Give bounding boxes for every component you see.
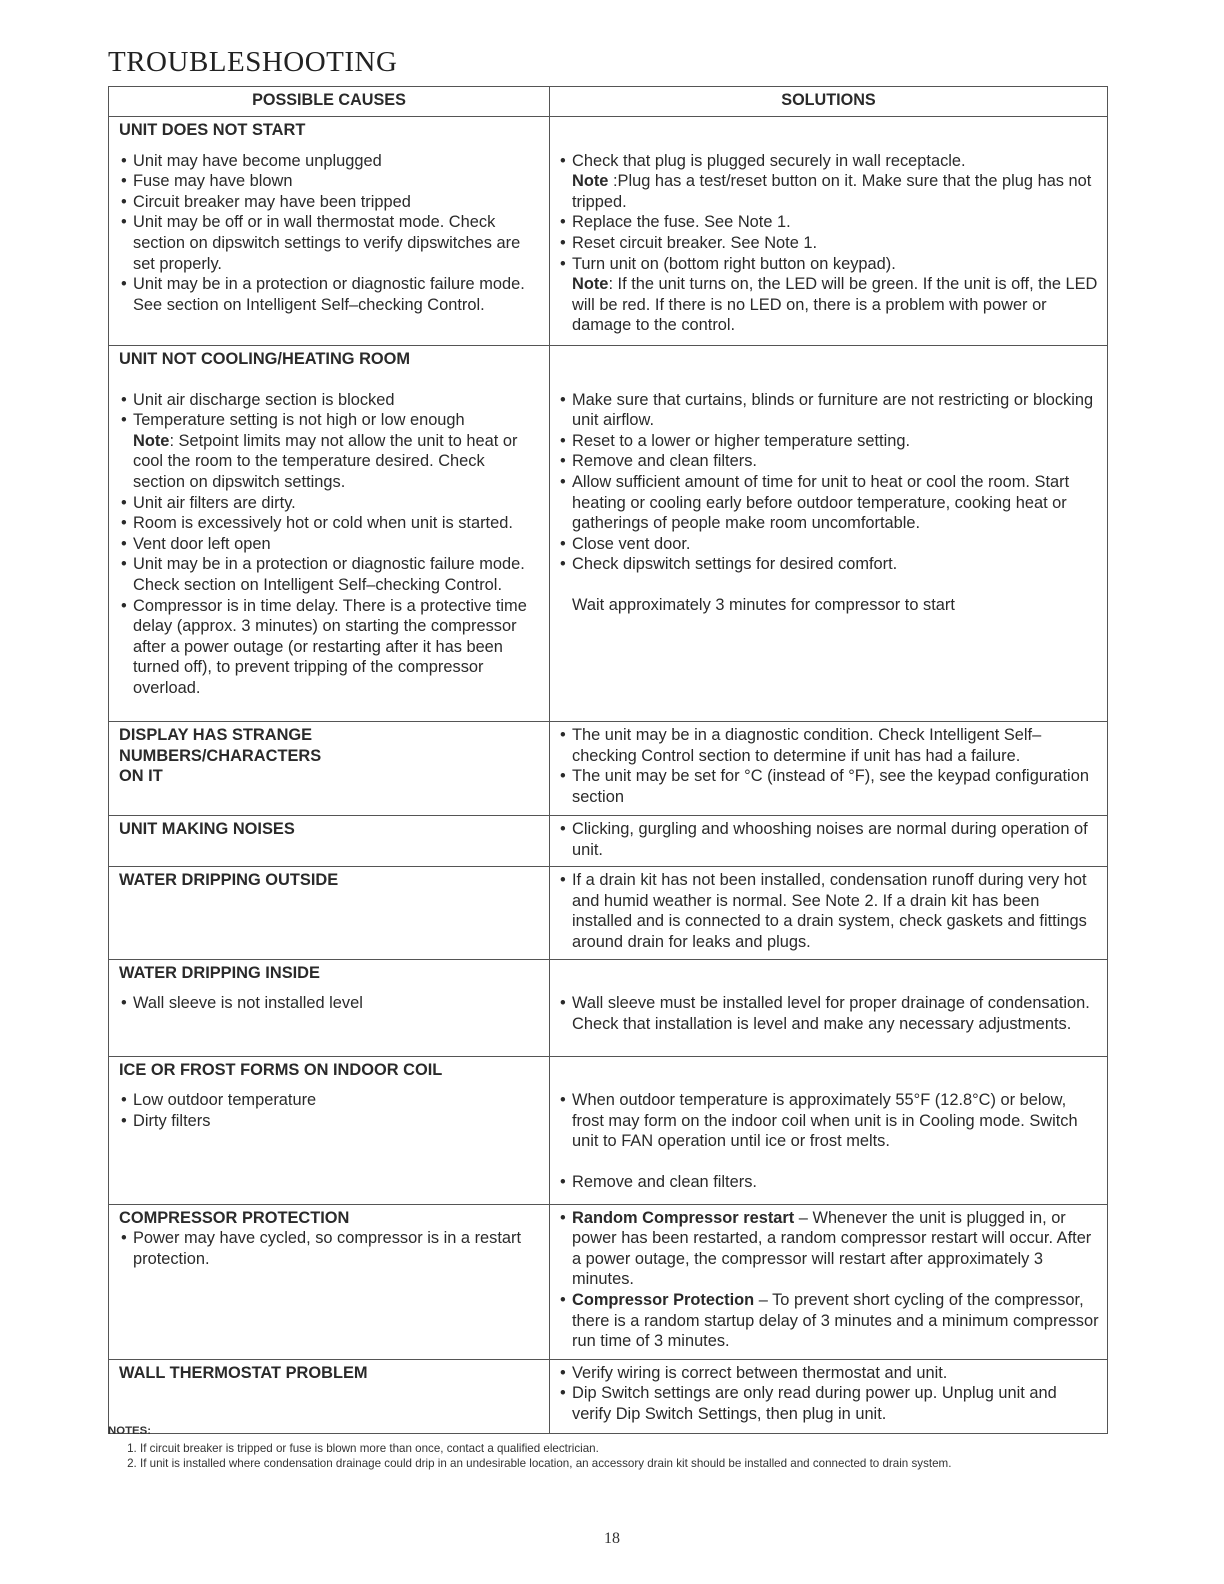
list-item: • Close vent door. [558, 534, 1099, 555]
problem-heading: COMPRESSOR PROTECTION [119, 1208, 350, 1227]
list-item: • When outdoor temperature is approximately 55°F (12.8°C) or below, frost may form on the indoor coil when unit is in Cooling mode. Switch unit to FAN operation until ice or frost melts. [558, 1090, 1099, 1152]
list-item: • Turn unit on (bottom right button on keypad). [558, 254, 1099, 275]
note-item: Note: Setpoint limits may not allow the unit to heat or cool the room to the temperature desired. Check section on dipswitch settings. [133, 431, 518, 491]
solution-cell [550, 1359, 1108, 1433]
list-item: • Check dipswitch settings for desired comfort. [558, 554, 1099, 575]
solution-list [558, 151, 1099, 336]
list-item: • Make sure that curtains, blinds or furniture are not restricting or blocking unit airflow. [558, 390, 1099, 431]
table-row [109, 346, 1108, 722]
list-item: • Dirty filters [119, 1111, 541, 1132]
solution-list [558, 725, 1099, 807]
cause-list [119, 1090, 541, 1131]
list-item: • Unit air filters are dirty. [119, 493, 541, 514]
cause-list [119, 151, 541, 316]
list-item: • Room is excessively hot or cold when unit is started. [119, 513, 541, 534]
table-row [109, 1359, 1108, 1433]
list-item: • Remove and clean filters. [558, 451, 1099, 472]
notes-heading: NOTES: [108, 1425, 152, 1437]
problem-heading: UNIT NOT COOLING/HEATING ROOM [119, 350, 411, 368]
troubleshooting-table [108, 86, 1108, 1434]
list-item: • The unit may be set for °C (instead of °F), see the keypad configuration section [558, 766, 1099, 807]
solution-cell [550, 722, 1108, 816]
note-item: Note: If the unit turns on, the LED will be green. If the unit is off, the LED will be red. If there is no LED on, there is a problem with power or damage to the control. [572, 275, 1098, 335]
list-item: • Wall sleeve must be installed level for proper drainage of condensation. Check that installation is level and make any necessary adjustments. [558, 993, 1099, 1034]
column-header-causes: POSSIBLE CAUSES [109, 87, 550, 117]
problem-heading: UNIT MAKING NOISES [119, 820, 295, 838]
table-header-row [109, 87, 1108, 117]
list-item: • Wall sleeve is not installed level [119, 993, 541, 1014]
list-item: • If a drain kit has not been installed, condensation runoff during very hot and humid weather is normal. See Note 2. If a drain kit has been installed and is connected to a drain system, check gaskets and fittings around drain for leaks and plugs. [558, 870, 1099, 952]
note-item: Note :Plug has a test/reset button on it. Make sure that the plug has not tripped. [572, 172, 1092, 211]
solution-cell [550, 117, 1108, 346]
table-row [109, 1056, 1108, 1204]
cause-cell [109, 959, 550, 1056]
page-title: TROUBLESHOOTING [108, 46, 398, 78]
solution-cell [550, 1056, 1108, 1204]
list-item: • Compressor is in time delay. There is a protective time delay (approx. 3 minutes) on starting the compressor after a power outage (or restarting after it has been turned off), to prevent tripping of the compressor overload. [119, 596, 541, 699]
list-item: • Low outdoor temperature [119, 1090, 541, 1111]
list-item: • Unit may have become unplugged [119, 151, 541, 172]
list-item: • Fuse may have blown [119, 171, 541, 192]
list-item: • Dip Switch settings are only read during power up. Unplug unit and verify Dip Switch Settings, then plug in unit. [558, 1383, 1099, 1424]
solution-list [558, 1090, 1099, 1192]
problem-heading: UNIT DOES NOT START [119, 121, 306, 139]
table-row [109, 722, 1108, 816]
solution-list [558, 993, 1099, 1034]
cause-cell [109, 1359, 550, 1433]
problem-heading: ICE OR FROST FORMS ON INDOOR COIL [119, 1060, 443, 1079]
list-item: • Random Compressor restart – Whenever the unit is plugged in, or power has been restarted, a random compressor restart will occur. After a power outage, the compressor will restart after approximately 3 minutes. [558, 1208, 1099, 1290]
column-header-solutions: SOLUTIONS [550, 87, 1108, 117]
notes-list [108, 1441, 1107, 1471]
solution-list [558, 1363, 1099, 1425]
list-item: • Verify wiring is correct between thermostat and unit. [558, 1363, 1099, 1384]
solution-cell [550, 346, 1108, 722]
list-item: • Check that plug is plugged securely in wall receptacle. [558, 151, 1099, 172]
problem-heading: WATER DRIPPING OUTSIDE [119, 871, 339, 890]
list-item: • Circuit breaker may have been tripped [119, 192, 541, 213]
solution-list [558, 819, 1099, 860]
solution-cell [550, 816, 1108, 867]
list-item: • Allow sufficient amount of time for unit to heat or cool the room. Start heating or cooling early before outdoor temperature, cooking heat or gatherings of people make room uncomfortable. [558, 472, 1099, 534]
solution-list [558, 1208, 1099, 1352]
table-row [109, 816, 1108, 867]
cause-cell [109, 1204, 550, 1359]
cause-cell [109, 117, 550, 346]
list-item: • Unit may be off or in wall thermostat mode. Check section on dipswitch settings to verify dipswitches are set properly. [119, 212, 541, 274]
list-item: • Unit air discharge section is blocked [119, 390, 541, 411]
solution-cell [550, 867, 1108, 959]
wait-note: Wait approximately 3 minutes for compressor to start [572, 595, 955, 614]
list-item: • Clicking, gurgling and whooshing noises are normal during operation of unit. [558, 819, 1099, 860]
cause-cell [109, 1056, 550, 1204]
solution-list [558, 390, 1099, 616]
list-item: • Vent door left open [119, 534, 541, 555]
table-row [109, 117, 1108, 346]
list-item: • Replace the fuse. See Note 1. [558, 212, 1099, 233]
note-item: 2. If unit is installed where condensation drainage could drip in an undesirable location, an accessory drain kit should be installed and connected to drain system. [140, 1456, 1107, 1471]
notes-section [108, 1424, 1107, 1471]
cause-cell [109, 722, 550, 816]
list-item: • Temperature setting is not high or low enough [119, 410, 541, 431]
list-item: • Power may have cycled, so compressor is in a restart protection. [119, 1228, 541, 1269]
list-item: • The unit may be in a diagnostic condition. Check Intelligent Self–checking Control section to determine if unit has had a failure. [558, 725, 1099, 766]
solution-cell [550, 1204, 1108, 1359]
list-item: • Reset to a lower or higher temperature setting. [558, 431, 1099, 452]
cause-list [119, 390, 541, 699]
table-row [109, 959, 1108, 1056]
note-item: 1. If circuit breaker is tripped or fuse is blown more than once, contact a qualified electrician. [140, 1441, 1107, 1456]
cause-list [119, 993, 541, 1014]
table-row [109, 1204, 1108, 1359]
list-item: • Remove and clean filters. [558, 1172, 1099, 1193]
problem-heading: DISPLAY HAS STRANGE NUMBERS/CHARACTERS ON IT [119, 726, 322, 786]
page-number: 18 [604, 1530, 620, 1547]
cause-list [119, 1228, 541, 1269]
solution-list [558, 870, 1099, 952]
cause-cell [109, 346, 550, 722]
table-row [109, 867, 1108, 959]
list-item: • Compressor Protection – To prevent short cycling of the compressor, there is a random startup delay of 3 minutes and a minimum compressor run time of 3 minutes. [558, 1290, 1099, 1352]
list-item: • Reset circuit breaker. See Note 1. [558, 233, 1099, 254]
list-item: • Unit may be in a protection or diagnostic failure mode. See section on Intelligent Self–checking Control. [119, 274, 541, 315]
problem-heading: WALL THERMOSTAT PROBLEM [119, 1363, 368, 1382]
list-item: • Unit may be in a protection or diagnostic failure mode. Check section on Intelligent Self–checking Control. [119, 554, 541, 595]
solution-cell [550, 959, 1108, 1056]
problem-heading: WATER DRIPPING INSIDE [119, 963, 320, 982]
cause-cell [109, 816, 550, 867]
cause-cell [109, 867, 550, 959]
